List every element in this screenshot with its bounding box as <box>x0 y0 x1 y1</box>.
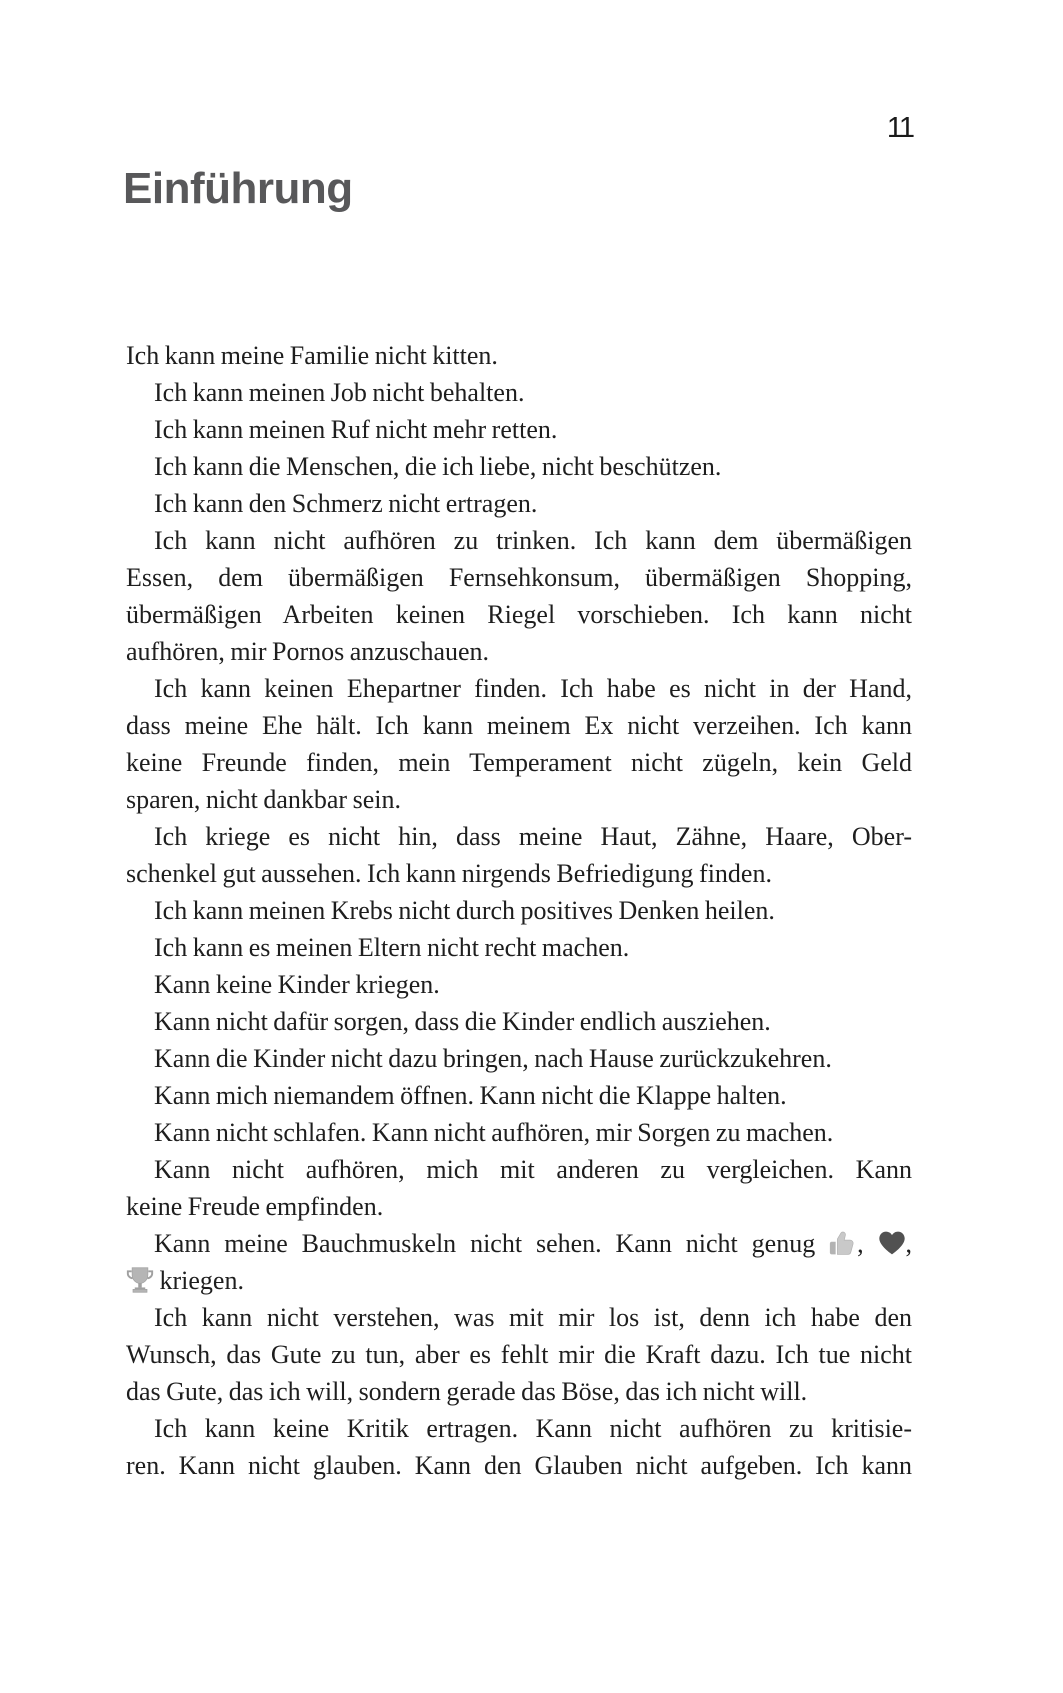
text-line: schenkel gut aussehen. Ich kann nirgends Befriedigung finden. <box>126 859 772 888</box>
text-line: keine Freunde finden, mein Temperament nicht zügeln, kein Geld <box>126 748 912 777</box>
text-line: Ich kann nicht aufhören zu trinken. Ich kann dem übermäßigen <box>154 526 912 555</box>
paragraph <box>126 411 912 448</box>
text-line: Kann nicht schlafen. Kann nicht aufhören, mir Sorgen zu machen. <box>154 1118 834 1147</box>
paragraph <box>126 1151 912 1225</box>
text-line: Ich kann den Schmerz nicht ertragen. <box>154 489 538 518</box>
text-line: aufhören, mir Pornos anzuschauen. <box>126 637 490 666</box>
paragraph <box>126 966 912 1003</box>
text-line: Ich kann die Menschen, die ich liebe, nicht beschützen. <box>154 452 722 481</box>
text-line: Ich kann meinen Krebs nicht durch positives Denken heilen. <box>154 896 775 925</box>
paragraph <box>126 1003 912 1040</box>
paragraph <box>126 892 912 929</box>
text-line: Wunsch, das Gute zu tun, aber es fehlt mir die Kraft dazu. Ich tue nicht <box>126 1340 912 1369</box>
text-line: übermäßigen Arbeiten keinen Riegel vorschieben. Ich kann nicht <box>126 600 912 629</box>
paragraph <box>126 818 912 892</box>
text-line: Kann die Kinder nicht dazu bringen, nach Hause zurückzukehren. <box>154 1044 832 1073</box>
text-line: kriegen. <box>126 1262 912 1299</box>
paragraph <box>126 929 912 966</box>
text-line: Ich kann meine Familie nicht kitten. <box>126 341 498 370</box>
paragraph <box>126 1040 912 1077</box>
text-line: Ich kann meinen Job nicht behalten. <box>154 378 525 407</box>
text-line: Ich kann nicht verstehen, was mit mir los ist, denn ich habe den <box>154 1303 912 1332</box>
text-line: sparen, nicht dankbar sein. <box>126 785 401 814</box>
page-number: 11 <box>886 112 913 144</box>
paragraph <box>126 1225 912 1299</box>
text-line: Kann keine Kinder kriegen. <box>154 970 440 999</box>
paragraph <box>126 1299 912 1410</box>
paragraph <box>126 1114 912 1151</box>
paragraph <box>126 522 912 670</box>
text-line: das Gute, das ich will, sondern gerade das Böse, das ich nicht will. <box>126 1377 808 1406</box>
text-line: Ich kann keine Kritik ertragen. Kann nicht aufhören zu kritisie- <box>154 1414 912 1443</box>
text-line: Ich kann es meinen Eltern nicht recht machen. <box>154 933 630 962</box>
text-line: Ich kann keinen Ehepartner finden. Ich habe es nicht in der Hand, <box>154 674 912 703</box>
text-line: Ich kann meinen Ruf nicht mehr retten. <box>154 415 558 444</box>
text-line: Kann nicht dafür sorgen, dass die Kinder endlich ausziehen. <box>154 1007 771 1036</box>
text-line: Kann meine Bauchmuskeln nicht sehen. Kann nicht genug , , <box>154 1229 912 1258</box>
paragraph <box>126 337 912 374</box>
paragraph <box>126 670 912 818</box>
text-block <box>126 337 912 1484</box>
thumbs-up-icon <box>829 1229 857 1257</box>
paragraph <box>126 1410 912 1484</box>
text-line: Ich kriege es nicht hin, dass meine Haut, Zähne, Haare, Ober- <box>154 822 912 851</box>
text-line: dass meine Ehe hält. Ich kann meinem Ex nicht verzeihen. Ich kann <box>126 711 912 740</box>
text-line: keine Freude empfinden. <box>126 1192 384 1221</box>
trophy-icon <box>126 1266 154 1294</box>
heart-icon <box>878 1229 906 1257</box>
paragraph <box>126 1077 912 1114</box>
paragraph <box>126 374 912 411</box>
text-line: ren. Kann nicht glauben. Kann den Glauben nicht aufgeben. Ich kann <box>126 1451 912 1480</box>
paragraph <box>126 485 912 522</box>
text-line: Essen, dem übermäßigen Fernsehkonsum, übermäßigen Shopping, <box>126 563 912 592</box>
chapter-heading: Einführung <box>123 164 353 213</box>
paragraph <box>126 448 912 485</box>
text-line: Kann mich niemandem öffnen. Kann nicht die Klappe halten. <box>154 1081 787 1110</box>
text-line: Kann nicht aufhören, mich mit anderen zu vergleichen. Kann <box>154 1155 912 1184</box>
